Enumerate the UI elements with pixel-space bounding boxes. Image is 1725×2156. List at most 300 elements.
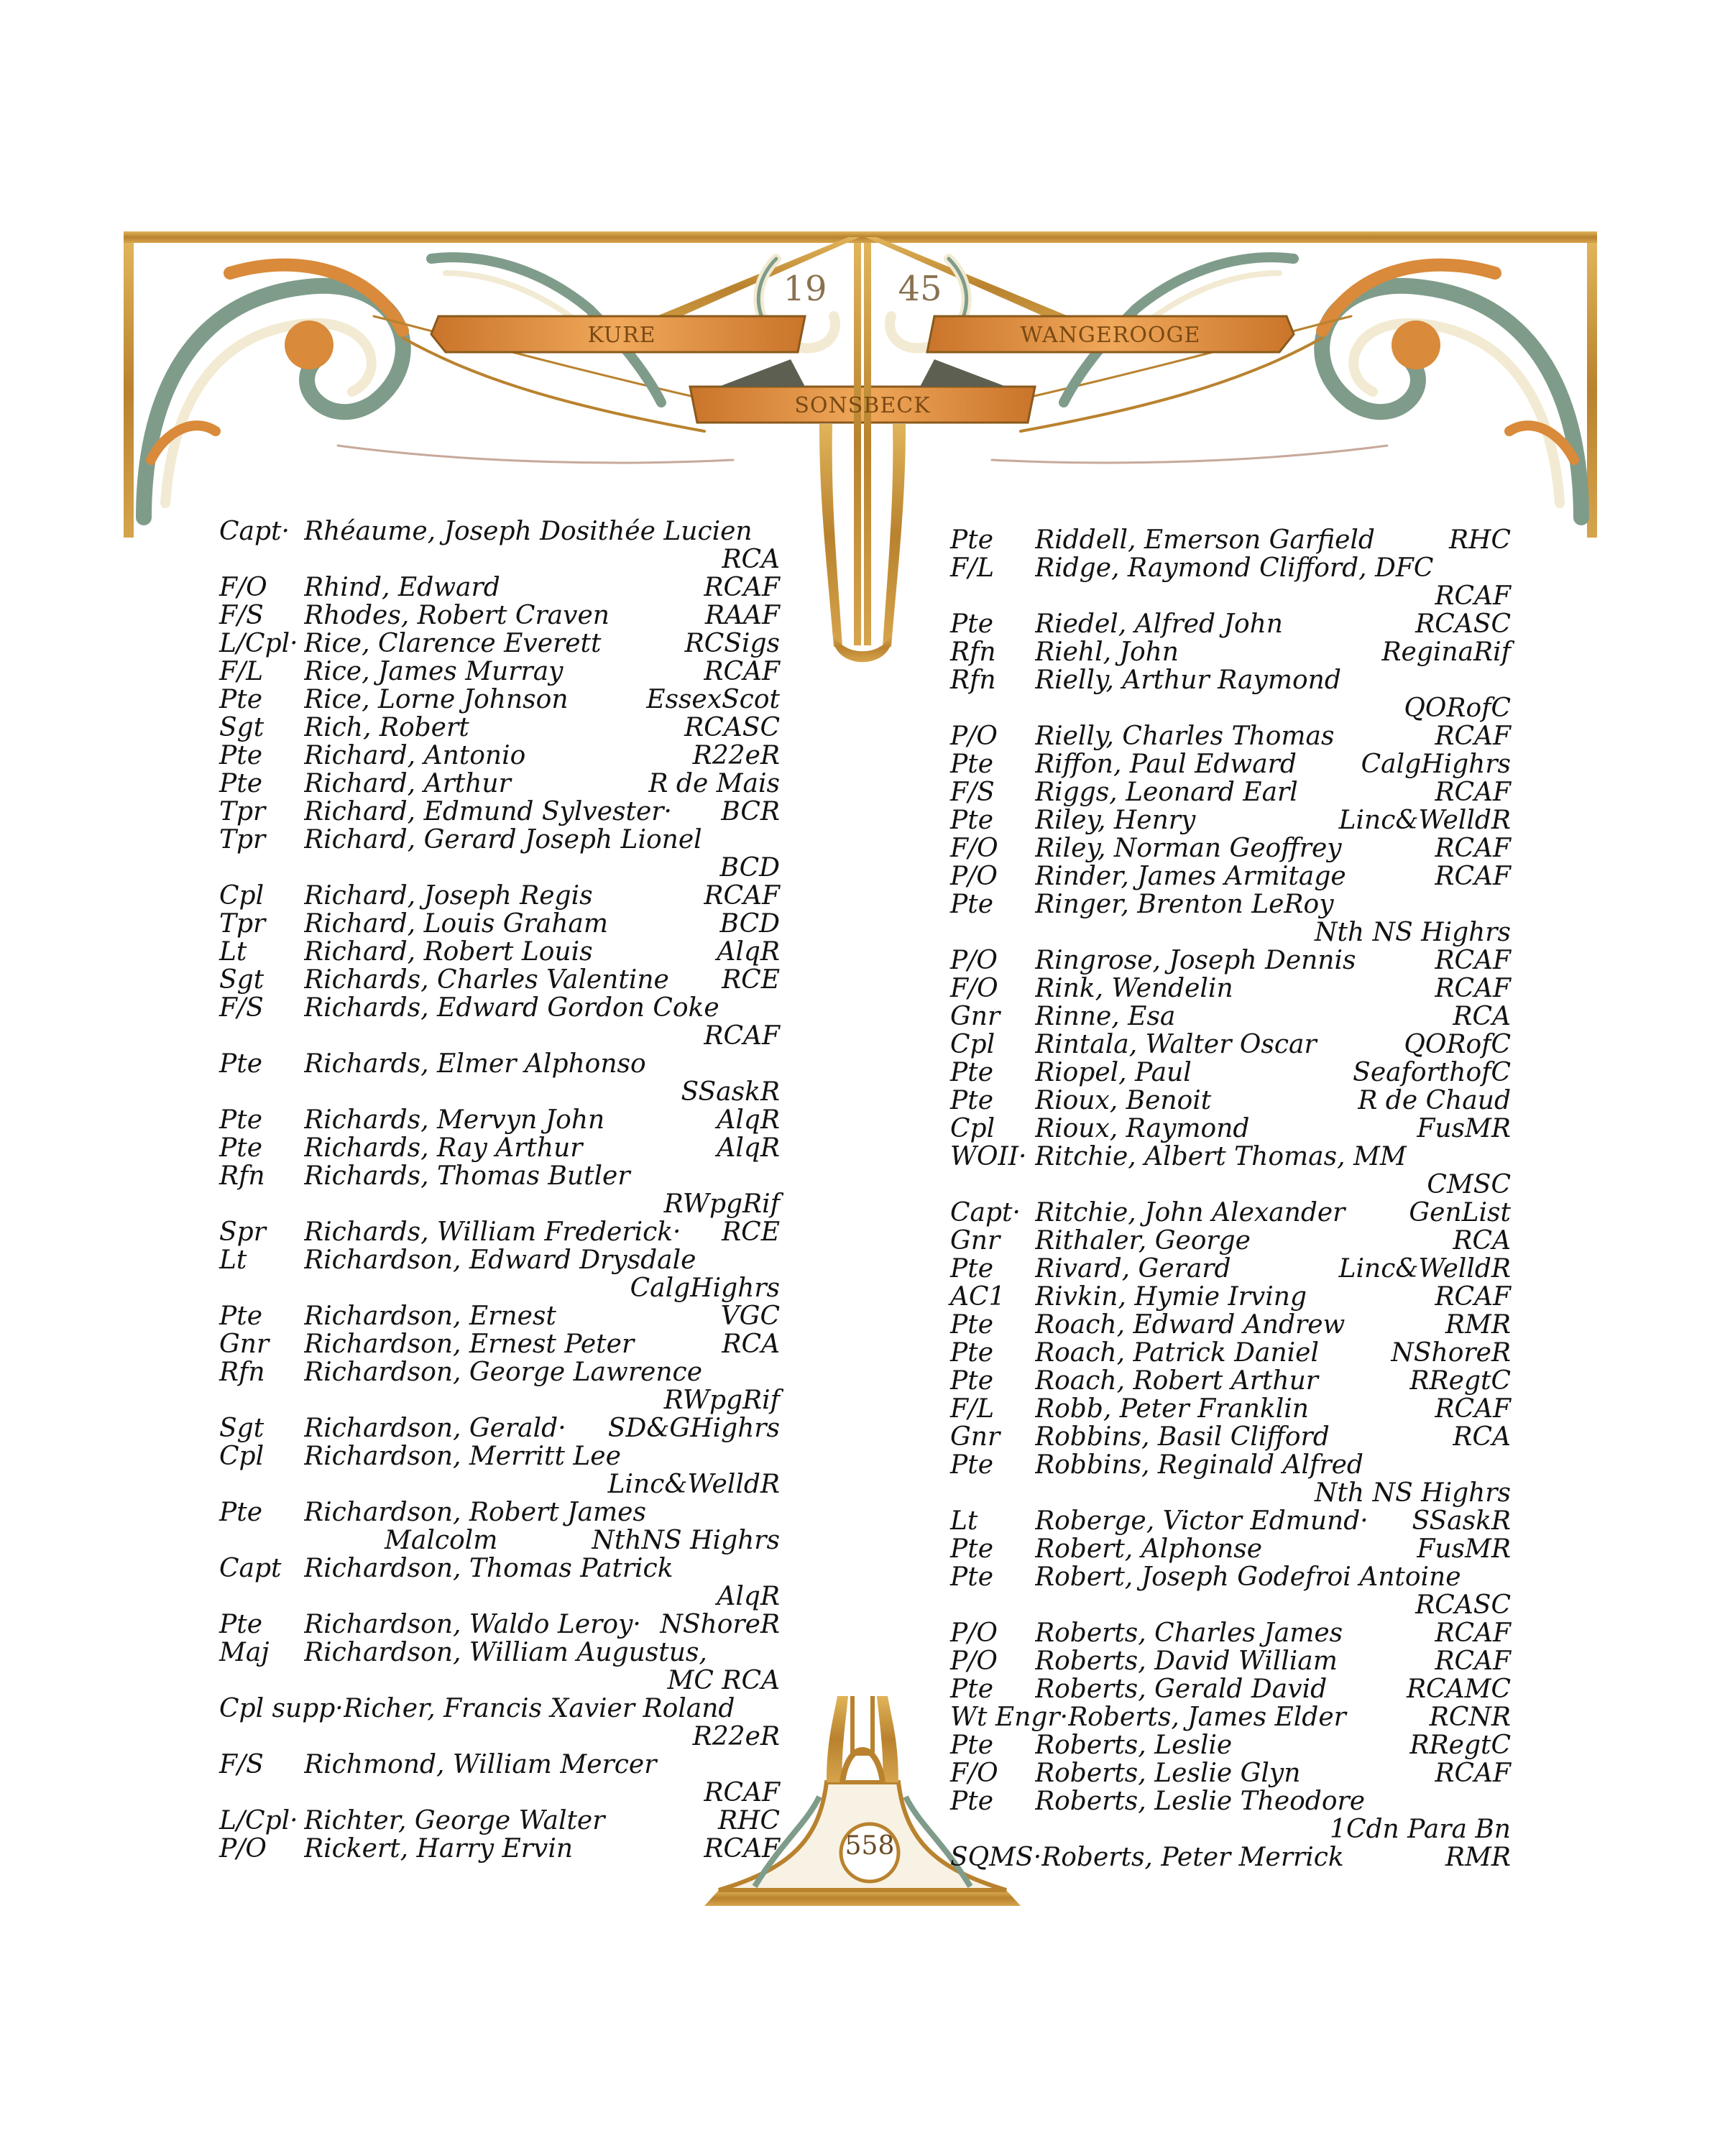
entry-rank: F/L	[219, 657, 264, 686]
entry-unit: SSaskR	[681, 1077, 780, 1107]
roll-entry	[219, 910, 780, 938]
entry-rank: Tpr	[219, 797, 266, 826]
entry-name: Rink, Wendelin	[1035, 975, 1233, 1003]
entry-unit: SD&GHighrs	[607, 1414, 780, 1443]
left-scroll-ornament	[144, 257, 733, 517]
entry-unit: RCAF	[1435, 834, 1511, 863]
entry-rank: F/L	[950, 1394, 995, 1424]
roll-entry	[950, 1647, 1511, 1675]
entry-name: Rinne, Esa	[1035, 1003, 1176, 1031]
roll-entry-continuation	[219, 1470, 780, 1498]
roll-entry	[950, 1787, 1511, 1843]
entry-name: Ringrose, Joseph Dennis	[1035, 946, 1356, 975]
roll-entry-line	[950, 1311, 1511, 1339]
roll-entry-line	[219, 1414, 780, 1442]
entry-name: Rielly, Arthur Raymond	[1035, 666, 1341, 694]
entry-name: Richard, Gerard Joseph Lionel	[304, 826, 702, 854]
entry-unit: EssexScot	[646, 685, 780, 714]
roll-entry-line	[219, 630, 780, 658]
roll-entry-line	[219, 1751, 780, 1779]
roll-entry-line	[950, 1367, 1511, 1395]
roll-entry	[219, 1695, 780, 1751]
entry-unit: RCAF	[1435, 581, 1511, 611]
entry-unit: RCAF	[1435, 1618, 1511, 1648]
entry-rank: Sgt	[219, 713, 264, 742]
page-number: 558	[845, 1831, 895, 1861]
entry-unit: MC RCA	[667, 1666, 780, 1695]
entry-rank: Lt	[219, 1245, 247, 1275]
entry-name: Rinder, James Armitage	[1035, 862, 1346, 890]
roll-entry-line	[950, 1731, 1511, 1759]
entry-rank: Cpl supp·	[219, 1694, 344, 1723]
roll-entry	[219, 1835, 780, 1863]
roll-entry	[219, 1442, 780, 1498]
roll-entry-line	[219, 517, 780, 545]
entry-name: Rioux, Benoit	[1035, 1087, 1212, 1115]
entry-name: Richards, Mervyn John	[304, 1106, 605, 1134]
entry-rank: Maj	[219, 1638, 270, 1667]
entry-rank: Rfn	[950, 665, 996, 695]
roll-entry-line	[219, 910, 780, 938]
entry-name: Roach, Edward Andrew	[1035, 1311, 1346, 1339]
roll-entry-continuation	[219, 1526, 780, 1554]
roll-entry-line	[950, 890, 1511, 918]
roll-entry-continuation	[219, 1723, 780, 1751]
entry-unit: RCAF	[1435, 974, 1511, 1003]
entry-name: Rich, Robert	[304, 714, 469, 742]
entry-name: Rice, James Murray	[304, 658, 564, 686]
roll-entry-line	[950, 638, 1511, 666]
roll-entry	[219, 517, 780, 573]
roll-entry	[950, 1843, 1511, 1871]
entry-name: Richer, Francis Xavier Roland	[343, 1695, 735, 1723]
entry-rank: Cpl	[950, 1030, 995, 1059]
roll-entry-line	[950, 1507, 1511, 1535]
roll-entry-continuation	[219, 1583, 780, 1611]
entry-rank: Pte	[950, 1058, 993, 1087]
entry-rank: F/O	[950, 974, 998, 1003]
entry-unit: RCAF	[704, 1778, 780, 1807]
roll-entry	[950, 722, 1511, 750]
entry-name: Richardson, Edward Drysdale	[304, 1246, 696, 1274]
entry-rank: Lt	[219, 937, 247, 967]
roll-entry-continuation	[219, 1386, 780, 1414]
entry-rank: Pte	[950, 890, 993, 919]
roll-entry-line	[950, 1787, 1511, 1815]
entry-rank: Pte	[950, 1254, 993, 1284]
entry-unit: QORofC	[1404, 1030, 1511, 1059]
entry-unit: NShoreR	[660, 1610, 780, 1639]
entry-unit: RCAF	[1435, 862, 1511, 891]
roll-entry	[950, 666, 1511, 722]
entry-unit: R22eR	[692, 741, 780, 770]
entry-rank: Wt Engr·	[950, 1703, 1069, 1732]
entry-name-continued: Malcolm	[385, 1526, 498, 1555]
roll-entry-line	[219, 826, 780, 854]
roll-entry-line	[950, 1535, 1511, 1563]
roll-entry-line	[219, 686, 780, 714]
entry-name: Richardson, Ernest	[304, 1302, 556, 1330]
roll-entry	[950, 946, 1511, 975]
entry-rank: F/S	[950, 778, 995, 807]
entry-unit: RWpgRif	[663, 1386, 780, 1415]
roll-entry	[219, 1639, 780, 1695]
roll-entry	[950, 1507, 1511, 1535]
entry-unit: RCAF	[704, 573, 780, 602]
entry-name: Robbins, Basil Clifford	[1035, 1423, 1330, 1451]
entry-name: Roberts, Leslie	[1035, 1731, 1233, 1759]
entry-unit: AlqR	[717, 1133, 780, 1163]
entry-rank: Rfn	[950, 637, 996, 667]
entry-name: Richard, Arthur	[304, 770, 511, 798]
roll-entry	[950, 1367, 1511, 1395]
roll-entry-line	[950, 1647, 1511, 1675]
entry-unit: CalgHighrs	[1361, 750, 1511, 779]
entry-unit: RCAF	[1435, 1646, 1511, 1676]
entry-name: Ritchie, Albert Thomas, MM	[1035, 1143, 1407, 1171]
entry-unit: GenList	[1409, 1198, 1511, 1227]
roll-entry	[219, 1414, 780, 1442]
roll-entry	[950, 890, 1511, 946]
roll-entry-line	[219, 770, 780, 798]
entry-name: Roberts, Leslie Glyn	[1035, 1759, 1301, 1787]
entry-name: Rhodes, Robert Craven	[304, 602, 610, 630]
roll-entry	[219, 1751, 780, 1807]
entry-name: Ringer, Brenton LeRoy	[1035, 890, 1334, 918]
roll-entry	[219, 770, 780, 798]
roll-entry-continuation	[950, 1591, 1511, 1619]
entry-unit: RMR	[1445, 1843, 1511, 1872]
entry-rank: Gnr	[950, 1002, 1000, 1031]
roll-entry	[950, 1227, 1511, 1255]
entry-rank: Pte	[219, 1498, 262, 1527]
roll-entry	[219, 1302, 780, 1330]
roll-entry	[950, 526, 1511, 554]
entry-name: Riehl, John	[1035, 638, 1179, 666]
entry-unit: Nth NS Highrs	[1314, 918, 1511, 947]
entry-rank: Pte	[950, 750, 993, 779]
roll-entry-line	[219, 1442, 780, 1470]
entry-rank: Pte	[950, 1086, 993, 1115]
entry-name: Rice, Lorne Johnson	[304, 686, 569, 714]
entry-rank: L/Cpl·	[219, 629, 298, 658]
entry-unit: RCAF	[1435, 1759, 1511, 1788]
entry-rank: Cpl	[950, 1114, 995, 1143]
entry-rank: Gnr	[219, 1330, 270, 1359]
roll-entry	[950, 1675, 1511, 1703]
roll-entry	[219, 573, 780, 602]
entry-name: Roach, Patrick Daniel	[1035, 1339, 1319, 1367]
roll-entry-continuation	[219, 1274, 780, 1302]
roll-entry	[219, 1358, 780, 1414]
entry-name: Robb, Peter Franklin	[1035, 1395, 1309, 1423]
entry-unit: VGC	[720, 1302, 780, 1331]
entry-unit: ReginaRif	[1381, 637, 1511, 667]
roll-entry	[219, 1106, 780, 1134]
entry-rank: Pte	[219, 769, 262, 798]
roll-entry-continuation	[219, 1779, 780, 1807]
entry-rank: F/S	[219, 1750, 264, 1779]
entry-name: Richards, William Frederick·	[304, 1218, 681, 1246]
roll-entry	[219, 882, 780, 910]
entry-unit: 1Cdn Para Bn	[1330, 1815, 1511, 1844]
entry-rank: Pte	[950, 1562, 993, 1592]
entry-unit: SSaskR	[1412, 1506, 1511, 1536]
entry-unit: RCAF	[704, 1021, 780, 1051]
entry-rank: Pte	[219, 1302, 262, 1331]
entry-name: Richards, Ray Arthur	[304, 1134, 583, 1162]
entry-unit: CMSC	[1427, 1170, 1511, 1199]
roll-entry	[950, 1255, 1511, 1283]
roll-entry-line	[950, 666, 1511, 694]
entry-rank: Pte	[950, 1731, 993, 1760]
roll-entry-line	[950, 1283, 1511, 1311]
entry-rank: Cpl	[219, 1442, 264, 1471]
roll-entry-line	[950, 1339, 1511, 1367]
roll-entry	[219, 1554, 780, 1611]
entry-rank: F/O	[950, 834, 998, 863]
roll-entry	[219, 630, 780, 658]
roll-entry	[950, 750, 1511, 778]
entry-name: Rice, Clarence Everett	[304, 630, 602, 658]
roll-entry-line	[950, 1843, 1511, 1871]
entry-rank: Pte	[950, 1674, 993, 1704]
entry-unit: BCD	[719, 909, 780, 939]
roll-entry-continuation	[219, 545, 780, 573]
entry-unit: NthNS Highrs	[592, 1526, 780, 1555]
roll-entry-line	[219, 1554, 780, 1583]
entry-name: Richardson, Robert James	[304, 1498, 646, 1526]
entry-unit: Linc&WelldR	[1338, 1254, 1511, 1284]
roll-entry	[950, 1731, 1511, 1759]
roll-entry	[950, 1199, 1511, 1227]
entry-name: Richardson, George Lawrence	[304, 1358, 702, 1386]
entry-unit: QORofC	[1404, 694, 1511, 723]
roll-entry	[950, 975, 1511, 1003]
roll-entry	[950, 1619, 1511, 1647]
entry-name: Riedel, Alfred John	[1035, 610, 1283, 638]
roll-entry-line	[219, 1302, 780, 1330]
entry-unit: Linc&WelldR	[607, 1470, 780, 1499]
roll-entry	[950, 1087, 1511, 1115]
roll-entry	[219, 1498, 780, 1554]
roll-entry-line	[219, 1218, 780, 1246]
roll-entry	[219, 1330, 780, 1358]
year-left: 19	[783, 269, 827, 309]
entry-name: Richards, Edward Gordon Coke	[304, 994, 719, 1022]
entry-unit: AlqR	[717, 1582, 780, 1611]
entry-rank: Pte	[950, 1787, 993, 1816]
entry-rank: Pte	[219, 1610, 262, 1639]
banner-left-text: KURE	[587, 323, 656, 348]
entry-unit: RWpgRif	[663, 1189, 780, 1219]
roll-entry	[950, 1339, 1511, 1367]
roll-entry	[950, 1703, 1511, 1731]
entry-name: Roberge, Victor Edmund·	[1035, 1507, 1368, 1535]
entry-rank: F/L	[950, 553, 995, 583]
entry-unit: RCSigs	[684, 629, 780, 658]
entry-unit: RCA	[1453, 1226, 1511, 1256]
entry-unit: RCA	[722, 545, 780, 574]
entry-rank: P/O	[950, 722, 998, 751]
entry-name: Richmond, William Mercer	[304, 1751, 657, 1779]
entry-unit: Nth NS Highrs	[1314, 1478, 1511, 1508]
entry-name: Ritchie, John Alexander	[1035, 1199, 1346, 1227]
entry-rank: Pte	[219, 741, 262, 770]
roll-entry	[950, 610, 1511, 638]
roll-entry-line	[950, 1003, 1511, 1031]
entry-name: Richardson, Merritt Lee	[304, 1442, 621, 1470]
entry-unit: FusMR	[1417, 1534, 1511, 1564]
roll-entry-line	[950, 1087, 1511, 1115]
roll-entry-continuation	[950, 1171, 1511, 1199]
roll-entry-line	[950, 862, 1511, 890]
roll-entry	[219, 994, 780, 1050]
roll-entry-line	[950, 1059, 1511, 1087]
roll-entry	[219, 966, 780, 994]
entry-unit: FusMR	[1417, 1114, 1511, 1143]
roll-entry-line	[950, 1255, 1511, 1283]
roll-entry	[219, 1807, 780, 1835]
entry-rank: Cpl	[219, 881, 264, 911]
roll-entry-line	[950, 722, 1511, 750]
entry-name: Riggs, Leonard Earl	[1035, 778, 1298, 806]
roll-entry-line	[219, 1639, 780, 1667]
entry-rank: P/O	[950, 1646, 998, 1676]
entry-name: Rhéaume, Joseph Dosithée Lucien	[304, 517, 753, 545]
entry-unit: RCNR	[1429, 1703, 1511, 1732]
roll-entry	[950, 1143, 1511, 1199]
roll-entry	[950, 638, 1511, 666]
entry-unit: RRegtC	[1409, 1366, 1511, 1396]
roll-entry	[219, 1611, 780, 1639]
entry-unit: RCA	[722, 1330, 780, 1359]
entry-name: Richardson, Ernest Peter	[304, 1330, 635, 1358]
roll-entry	[219, 1246, 780, 1302]
entry-rank: Tpr	[219, 909, 266, 939]
entry-unit: SeaforthofC	[1353, 1058, 1511, 1087]
entry-name: Riley, Norman Geoffrey	[1035, 834, 1342, 862]
roll-entry	[950, 1535, 1511, 1563]
roll-entry-line	[219, 1358, 780, 1386]
roll-entry-line	[950, 1031, 1511, 1059]
entry-name: Richter, George Walter	[304, 1807, 605, 1835]
entry-unit: R de Mais	[648, 769, 780, 798]
entry-rank: F/O	[219, 573, 267, 602]
entry-name: Richardson, Gerald·	[304, 1414, 566, 1442]
banner-right-text: WANGEROOGE	[1020, 323, 1201, 348]
entry-name: Rithaler, George	[1035, 1227, 1251, 1255]
roll-entry-line	[950, 806, 1511, 834]
roll-entry	[950, 1423, 1511, 1451]
entry-unit: RHC	[717, 1806, 780, 1835]
entry-rank: SQMS·	[950, 1843, 1042, 1872]
roll-entry-line	[219, 798, 780, 826]
entry-rank: Pte	[219, 1133, 262, 1163]
entry-name: Richards, Elmer Alphonso	[304, 1050, 646, 1078]
entry-name: Richard, Robert Louis	[304, 938, 593, 966]
roll-entry	[219, 1050, 780, 1106]
right-scroll-ornament	[992, 257, 1581, 517]
entry-unit: RCE	[722, 1217, 780, 1247]
entry-name: Richardson, Thomas Patrick	[304, 1554, 673, 1583]
entry-name: Rintala, Walter Oscar	[1035, 1031, 1317, 1059]
roll-entry	[219, 826, 780, 882]
center-column	[819, 243, 906, 662]
entry-rank: Pte	[950, 525, 993, 555]
entry-unit: R22eR	[692, 1722, 780, 1751]
entry-name: Richard, Edmund Sylvester·	[304, 798, 672, 826]
entry-unit: BCD	[719, 853, 780, 883]
entry-rank: Pte	[219, 1049, 262, 1079]
roll-entry	[950, 806, 1511, 834]
roll-entry	[950, 1059, 1511, 1087]
roll-entry-line	[950, 1423, 1511, 1451]
entry-rank: Pte	[950, 1534, 993, 1564]
entry-unit: RCAF	[704, 1834, 780, 1864]
entry-name: Riddell, Emerson Garfield	[1035, 526, 1375, 554]
roll-entry-line	[219, 1162, 780, 1190]
entry-name: Riffon, Paul Edward	[1035, 750, 1297, 778]
entry-unit: RCASC	[684, 713, 780, 742]
entry-unit: RCASC	[1415, 609, 1511, 639]
entry-unit: RCE	[722, 965, 780, 995]
roll-entry-line	[950, 946, 1511, 975]
entry-name: Riley, Henry	[1035, 806, 1196, 834]
entry-name: Robert, Joseph Godefroi Antoine	[1035, 1563, 1461, 1591]
entry-unit: RCAF	[1435, 1282, 1511, 1312]
entry-unit: BCR	[721, 797, 780, 826]
entry-rank: Lt	[950, 1506, 978, 1536]
roll-entry	[950, 1451, 1511, 1507]
entry-rank: F/S	[219, 601, 264, 630]
entry-rank: F/O	[950, 1759, 998, 1788]
roll-entry-line	[950, 1563, 1511, 1591]
entry-unit: AlqR	[717, 1105, 780, 1135]
roll-entry	[950, 862, 1511, 890]
roll-entry-line	[219, 1611, 780, 1639]
roll-entry	[950, 1395, 1511, 1423]
entry-rank: Pte	[950, 609, 993, 639]
roll-entry-continuation	[219, 1667, 780, 1695]
roll-entry-line	[219, 994, 780, 1022]
entry-name: Rivkin, Hymie Irving	[1035, 1283, 1307, 1311]
roll-entry-line	[950, 1143, 1511, 1171]
roll-entry	[950, 834, 1511, 862]
roll-entry	[950, 1283, 1511, 1311]
entry-rank: AC1	[950, 1282, 1006, 1312]
roll-entry-line	[219, 714, 780, 742]
entry-unit: RHC	[1448, 525, 1511, 555]
roll-entry	[219, 686, 780, 714]
roll-entry-line	[219, 742, 780, 770]
roll-entry-line	[950, 1115, 1511, 1143]
entry-unit: RCAF	[1435, 1394, 1511, 1424]
entry-rank: Pte	[950, 1450, 993, 1480]
roll-entry	[950, 1311, 1511, 1339]
roll-entry-line	[219, 573, 780, 602]
entry-name: Rielly, Charles Thomas	[1035, 722, 1335, 750]
roll-entry-line	[950, 834, 1511, 862]
entry-rank: Pte	[950, 806, 993, 835]
roll-entry-line	[950, 778, 1511, 806]
roll-entry-line	[219, 938, 780, 966]
entry-unit: RCAF	[704, 657, 780, 686]
entry-name: Richardson, William Augustus,	[304, 1639, 707, 1667]
entry-name: Rickert, Harry Ervin	[304, 1835, 574, 1863]
entry-unit: RRegtC	[1409, 1731, 1511, 1760]
entry-rank: Spr	[219, 1217, 266, 1247]
